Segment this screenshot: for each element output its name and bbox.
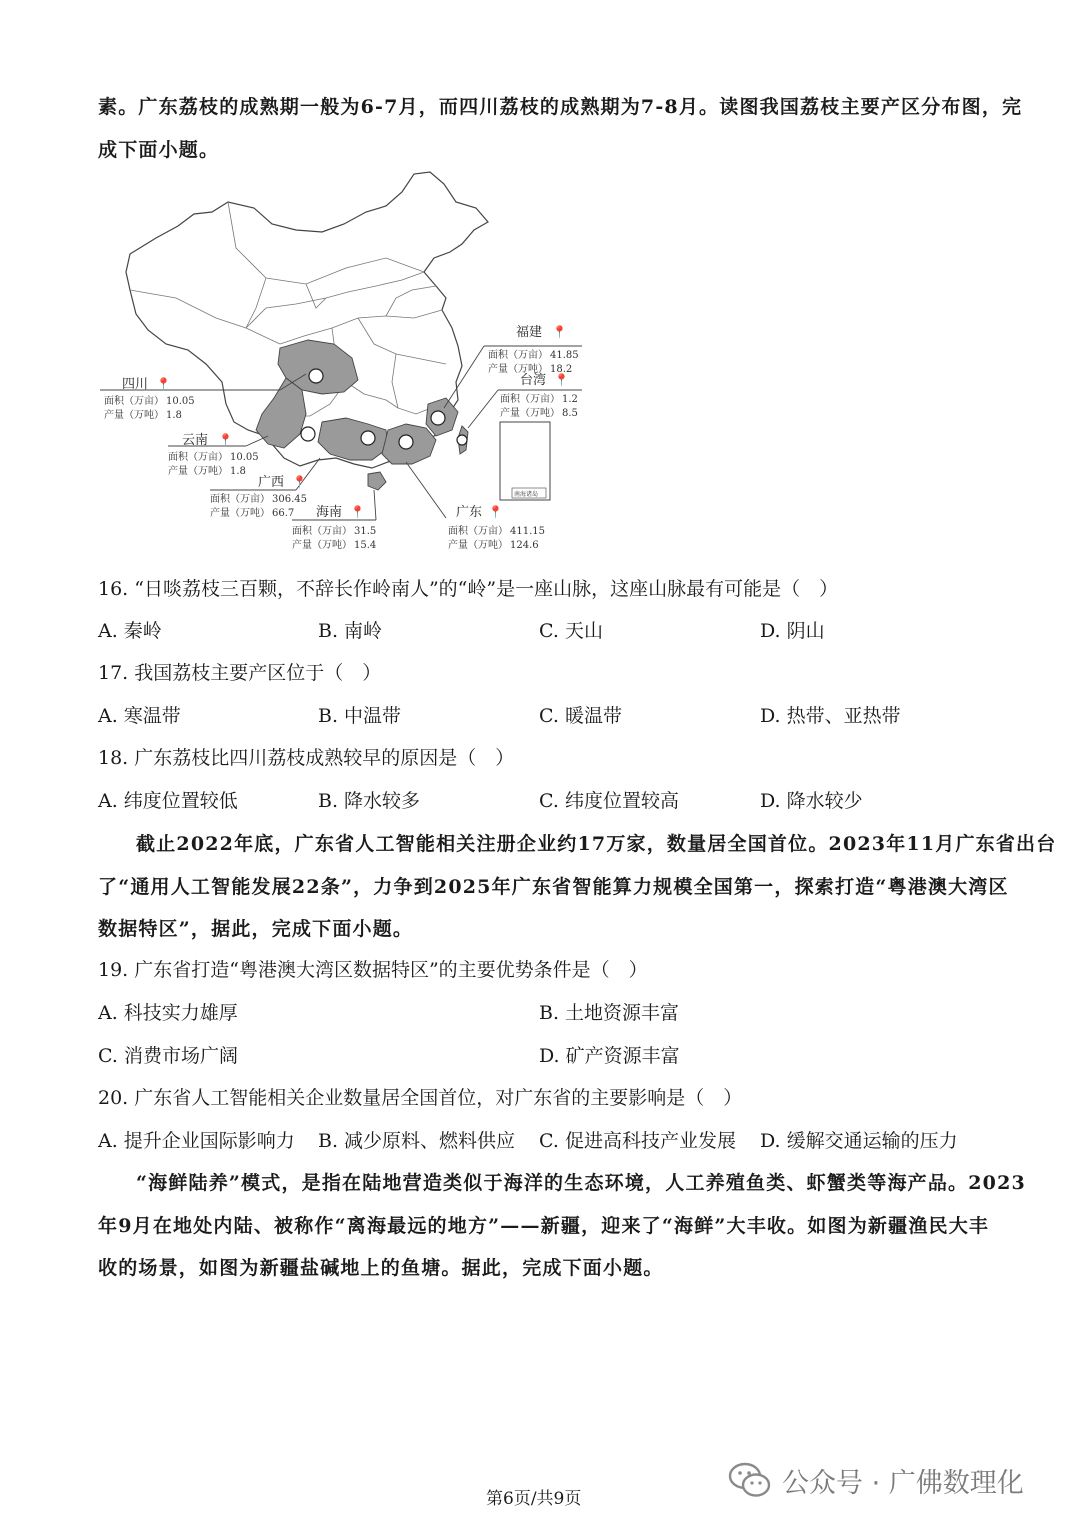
svg-text:产量（万吨）8.5 [500,406,578,419]
q16-option-d: D. 阴山 [760,620,825,642]
q17-option-d: D. 热带、亚热带 [760,705,901,727]
intro1-line2: 成下面小题。 [98,139,220,161]
q20-option-b: B. 减少原料、燃料供应 [318,1130,516,1152]
label-sichuan [104,377,195,421]
intro2-line3: 数据特区”，据此，完成下面小题。 [98,918,414,940]
guangdong-output: 124.6 [510,540,539,551]
q17-option-c: C. 暖温带 [539,705,622,727]
svg-text:面积（万亩）10.05 [168,450,259,463]
fujian-area-label: 面积（万亩） [488,350,548,361]
q19-option-d: D. 矿产资源丰富 [539,1045,680,1067]
q20-option-a: A. 提升企业国际影响力 [98,1130,295,1152]
svg-text:面积（万亩）10.05 [104,394,195,407]
svg-text:产量（万吨）124.6 [448,538,539,551]
guangdong-area: 411.15 [510,526,545,537]
label-hainan [292,504,376,551]
guangxi-name: 广西 [258,475,285,490]
svg-text:面积（万亩）31.5 [292,524,376,537]
location-pin-icon: 📍 [552,325,567,339]
svg-text:面积（万亩）306.45 [210,492,307,505]
label-yunnan [168,432,259,477]
q16-option-c: C. 天山 [539,620,603,642]
location-pin-icon: 📍 [488,505,503,519]
q18-stem: 18. 广东荔枝比四川荔枝成熟较早的原因是（ ） [98,747,515,769]
intro2-line2: 了“通用人工智能发展22条”，力争到2025年广东省智能算力规模全国第一，探索打造“粤港澳大湾区 [98,876,1009,898]
hainan-area: 31.5 [354,526,377,537]
sichuan-output-label: 产量（万吨） [104,410,164,421]
q16-option-b: B. 南岭 [318,620,383,642]
location-pin-icon: 📍 [350,505,365,519]
q18-option-a: A. 纬度位置较低 [98,790,238,812]
taiwan-output: 8.5 [562,408,578,419]
intro3-line2: 年9月在地处内陆、被称作“离海最远的地方”——新疆，迎来了“海鲜”大丰收。如图为新疆渔民大丰 [98,1215,990,1237]
intro3-line1: “海鲜陆养”模式，是指在陆地营造类似于海洋的生态环境，人工养殖鱼类、虾蟹类等海产品。2023 [136,1172,1026,1194]
guangdong-area-label: 面积（万亩） [448,526,508,537]
fujian-area: 41.85 [550,350,579,361]
hainan-output-label: 产量（万吨） [292,540,352,551]
sichuan-output: 1.8 [166,410,182,421]
litchi-distribution-map [96,168,596,558]
fujian-output-label: 产量（万吨） [488,364,548,375]
taiwan-area: 1.2 [562,394,578,405]
guangdong-output-label: 产量（万吨） [448,540,508,551]
fujian-name: 福建 [516,325,543,340]
location-pin-icon: 📍 [156,377,171,391]
svg-text:面积（万亩）411.15 [448,524,545,537]
svg-text:产量（万吨）15.4 [292,538,376,551]
hainan-region [368,472,386,490]
yunnan-name: 云南 [182,433,209,448]
location-pin-icon: 📍 [554,373,569,387]
q20-option-d: D. 缓解交通运输的压力 [760,1130,958,1152]
guangxi-area-label: 面积（万亩） [210,494,270,505]
yunnan-output: 1.8 [230,466,246,477]
svg-text:产量（万吨）66.7 [210,506,294,519]
yunnan-area-label: 面积（万亩） [168,452,228,463]
wechat-icon [728,1460,772,1500]
guangxi-output-label: 产量（万吨） [210,508,270,519]
q16-stem: 16. “日啖荔枝三百颗，不辞长作岭南人”的“岭”是一座山脉，这座山脉最有可能是（ ） [98,578,839,600]
page-number: 第6页/共9页 [486,1489,582,1509]
q20-option-c: C. 促进高科技产业发展 [539,1130,736,1152]
svg-text:面积（万亩）1.2 [500,392,578,405]
q18-option-c: C. 纬度位置较高 [539,790,679,812]
q17-option-a: A. 寒温带 [98,705,181,727]
watermark-text: 公众号 · 广佛数理化 [782,1467,1024,1499]
sichuan-area: 10.05 [166,396,195,407]
taiwan-area-label: 面积（万亩） [500,394,560,405]
inset-label: 南海诸岛 [514,491,539,498]
q19-option-a: A. 科技实力雄厚 [98,1002,238,1024]
label-guangdong [448,505,545,551]
location-pin-icon: 📍 [292,475,307,489]
guangdong-name: 广东 [456,505,483,520]
svg-text:面积（万亩）41.85 [488,348,579,361]
taiwan-name: 台湾 [520,373,547,388]
q20-stem: 20. 广东省人工智能相关企业数量居全国首位，对广东省的主要影响是（ ） [98,1087,743,1109]
label-guangxi [210,475,307,519]
fujian-output: 18.2 [550,364,573,375]
label-fujian [488,324,579,375]
q16-option-a: A. 秦岭 [98,620,162,642]
q19-option-b: B. 土地资源丰富 [539,1002,680,1024]
q17-stem: 17. 我国荔枝主要产区位于（ ） [98,662,382,684]
taiwan-output-label: 产量（万吨） [500,408,560,419]
q18-option-d: D. 降水较少 [760,790,863,812]
q18-option-b: B. 降水较多 [318,790,421,812]
svg-text:产量（万吨）1.8 [104,408,182,421]
intro2-line1: 截止2022年底，广东省人工智能相关注册企业约17万家，数量居全国首位。2023年11月广东省出台 [136,833,1057,855]
label-taiwan [500,372,578,419]
watermark [728,1460,1024,1500]
sichuan-name: 四川 [122,377,149,392]
yunnan-area: 10.05 [230,452,259,463]
guangxi-area: 306.45 [272,494,307,505]
intro3-line3: 收的场景，如图为新疆盐碱地上的鱼塘。据此，完成下面小题。 [98,1257,664,1279]
hainan-output: 15.4 [354,540,377,551]
guangxi-output: 66.7 [272,508,295,519]
q17-option-b: B. 中温带 [318,705,402,727]
hainan-area-label: 面积（万亩） [292,526,352,537]
svg-text:产量（万吨）1.8 [168,464,246,477]
yunnan-output-label: 产量（万吨） [168,466,228,477]
intro1-line1: 素。广东荔枝的成熟期一般为6-7月，而四川荔枝的成熟期为7-8月。读图我国荔枝主要产区分布图，完 [98,96,1023,118]
hainan-name: 海南 [316,505,343,520]
q19-stem: 19. 广东省打造“粤港澳大湾区数据特区”的主要优势条件是（ ） [98,959,648,981]
q19-option-c: C. 消费市场广阔 [98,1045,238,1067]
location-pin-icon: 📍 [218,433,233,447]
sichuan-area-label: 面积（万亩） [104,396,164,407]
